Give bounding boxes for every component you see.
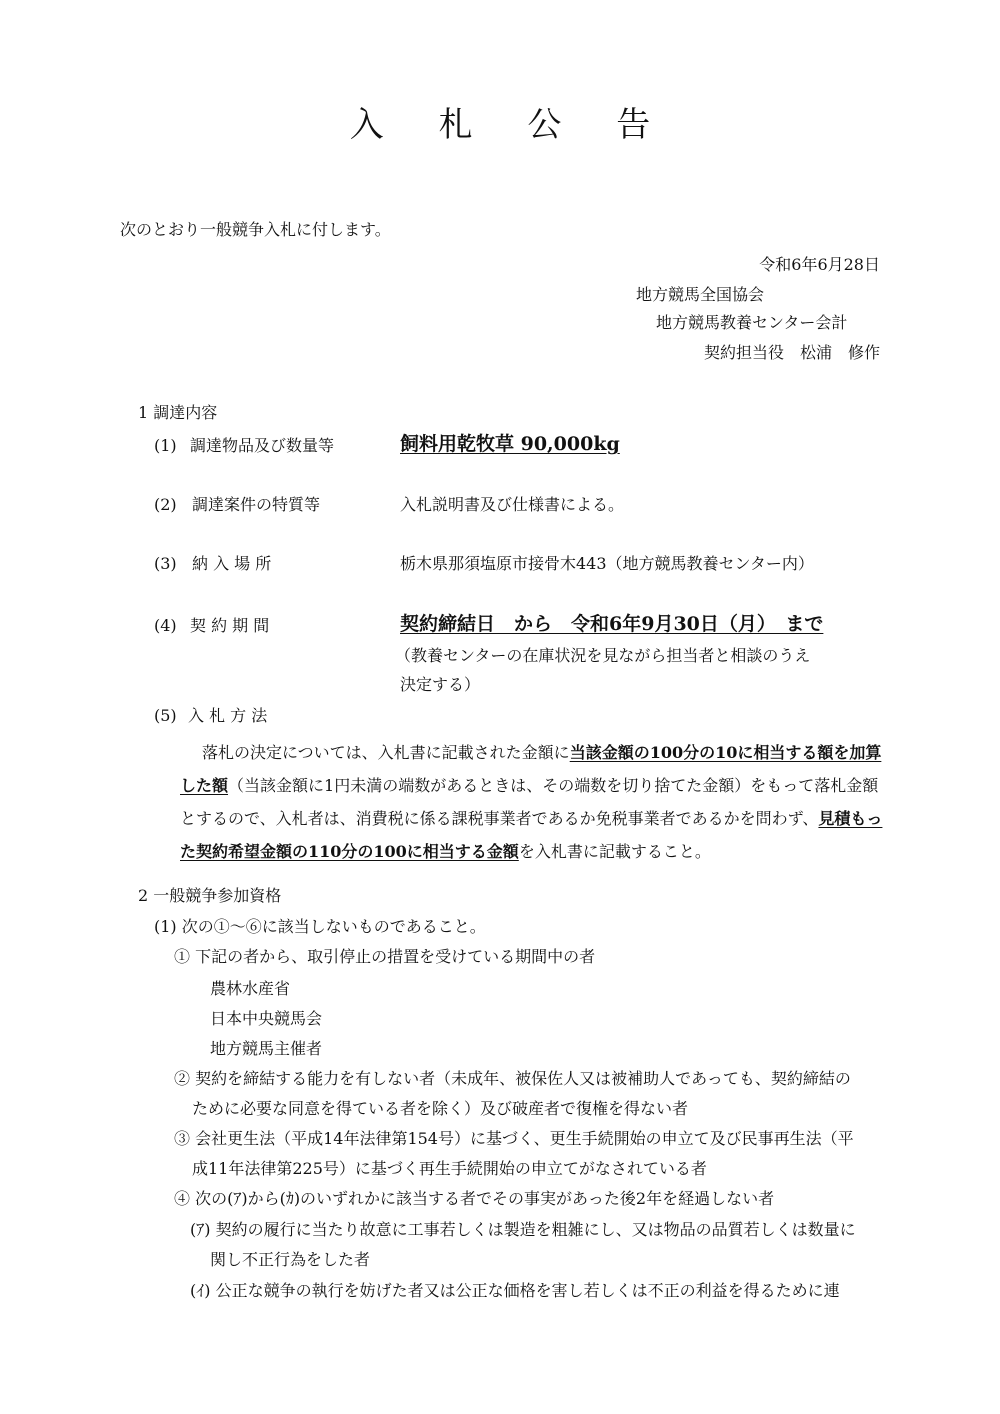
intro-text: 次のとおり一般競争入札に付します。 — [120, 220, 391, 239]
issuer-org: 地方競馬全国協会 — [636, 285, 765, 304]
item-3-number: (3) — [154, 554, 177, 573]
item-4-note-line-1: （教養センターの在庫状況を見ながら担当者と相談のうえ — [395, 646, 811, 665]
condition-2-line-1: ② 契約を締結する能力を有しない者（未成年、被保佐人又は被補助人であっても、契約締結の — [174, 1069, 851, 1088]
item-3-label: 納 入 場 所 — [192, 554, 272, 573]
item-2-label: 調達案件の特質等 — [192, 495, 321, 514]
item-1-label: 調達物品及び数量等 — [190, 436, 335, 455]
item-4-value: 契約締結日 から 令和6年9月30日（月） まで — [400, 613, 824, 635]
condition-3-line-1: ③ 会社更生法（平成14年法律第154号）に基づく、更生手続開始の申立て及び民事再生法（平 — [174, 1129, 854, 1148]
method-underlined-2: 見積もった契約希望金額の110分の100に相当する金額 — [180, 809, 883, 861]
notice-date: 令和6年6月28日 — [759, 255, 880, 274]
section-2-sub-1: (1) 次の①～⑥に該当しないものであること。 — [154, 917, 486, 936]
bidding-method-paragraph — [180, 736, 885, 868]
section-2-heading: 2 一般競争参加資格 — [138, 886, 282, 905]
condition-1-list-item: 地方競馬主催者 — [210, 1039, 323, 1058]
issuer-officer: 契約担当役 松浦 修作 — [703, 343, 880, 362]
condition-3-line-2: 成11年法律第225号）に基づく再生手続開始の申立てがなされている者 — [192, 1159, 707, 1178]
condition-2-line-2: ために必要な同意を得ている者を除く）及び破産者で復権を得ない者 — [192, 1099, 689, 1118]
issuer-dept: 地方競馬教養センター会計 — [656, 313, 848, 332]
condition-1-list-item: 農林水産省 — [210, 979, 291, 998]
item-1-number: (1) — [154, 436, 177, 455]
condition-4-a-line-2: 関し不正行為をした者 — [210, 1250, 371, 1269]
method-text-part-2: （当該金額に1円未満の端数があるときは、その端数を切り捨てた金額）をもって落札金額とするので、入札者は、消費税に係る課税事業者であるか免税事業者であるかを問わず、 — [180, 776, 879, 828]
condition-1: ① 下記の者から、取引停止の措置を受けている期間中の者 — [174, 947, 596, 966]
method-underlined-1: 当該金額の100分の10に相当する額を加算した額 — [180, 743, 882, 795]
item-2-number: (2) — [154, 495, 177, 514]
method-text-part-3: を入札書に記載すること。 — [518, 842, 711, 861]
section-1-heading: 1 調達内容 — [138, 403, 218, 422]
condition-4-i-line-1: (ｲ) 公正な競争の執行を妨げた者又は公正な価格を害し若しくは不正の利益を得るために連 — [190, 1281, 840, 1300]
item-2-value: 入札説明書及び仕様書による。 — [400, 495, 625, 514]
item-5-label: 入 札 方 法 — [188, 706, 268, 725]
item-1-value: 飼料用乾牧草 90,000kg — [400, 433, 620, 455]
method-text-part-1: 落札の決定については、入札書に記載された金額に — [202, 743, 570, 762]
item-4-note-line-2: 決定する） — [400, 675, 481, 694]
condition-4: ④ 次の(ｱ)から(ｶ)のいずれかに該当する者でその事実があった後2年を経過しない者 — [174, 1189, 775, 1208]
item-5-number: (5) — [154, 706, 177, 725]
item-4-label: 契 約 期 間 — [190, 616, 270, 635]
condition-4-a-line-1: (ｱ) 契約の履行に当たり故意に工事若しくは製造を粗雑にし、又は物品の品質若しくは数量に — [190, 1220, 856, 1239]
item-3-value: 栃木県那須塩原市接骨木443（地方競馬教養センター内） — [400, 554, 814, 573]
condition-1-list-item: 日本中央競馬会 — [210, 1009, 323, 1028]
item-4-number: (4) — [154, 616, 177, 635]
page-title: 入 札 公 告 — [349, 105, 673, 145]
